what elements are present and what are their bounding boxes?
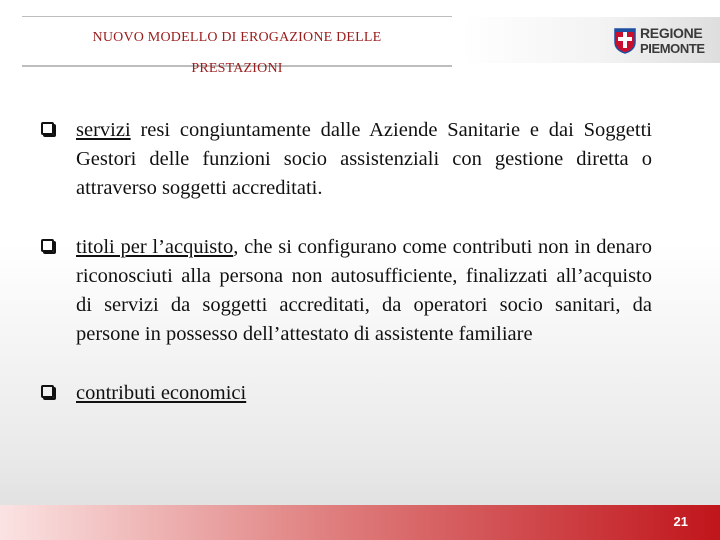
logo-line1: REGIONE	[640, 25, 703, 41]
list-item	[40, 233, 652, 349]
logo-line2: PIEMONTE	[640, 41, 705, 56]
header-box	[22, 16, 452, 76]
bullet-list	[40, 116, 652, 408]
slide-title-line2: PRESTAZIONI	[191, 61, 283, 76]
slide-title-line1: NUOVO MODELLO DI EROGAZIONE DELLE	[92, 30, 382, 45]
footer-bar	[0, 505, 720, 540]
bullet-text: , che si configurano come contributi non in denaro riconosciuti alla persona non autosufficiente, finalizzati all’acquisto di servizi da soggetti accreditati, da operatori socio sanitari, da persone in possesso dell’attestato di assistente familiare	[76, 236, 652, 345]
list-item	[40, 116, 652, 203]
page-number: 21	[673, 514, 688, 529]
checkbox-bullet-icon	[41, 239, 54, 252]
list-item	[40, 379, 652, 408]
bullet-term: servizi	[76, 119, 131, 141]
regione-piemonte-logo	[612, 24, 708, 58]
checkbox-bullet-icon	[41, 385, 54, 398]
bullet-term: contributi economici	[76, 382, 247, 404]
checkbox-bullet-icon	[41, 122, 54, 135]
slide-title	[22, 22, 452, 84]
bullet-text: resi congiuntamente dalle Aziende Sanitarie e dai Soggetti Gestori delle funzioni socio assistenziali con gestione diretta o attraverso soggetti accreditati.	[76, 119, 652, 199]
piemonte-flag-icon	[614, 28, 636, 54]
bullet-term: titoli per l’acquisto	[76, 236, 234, 258]
